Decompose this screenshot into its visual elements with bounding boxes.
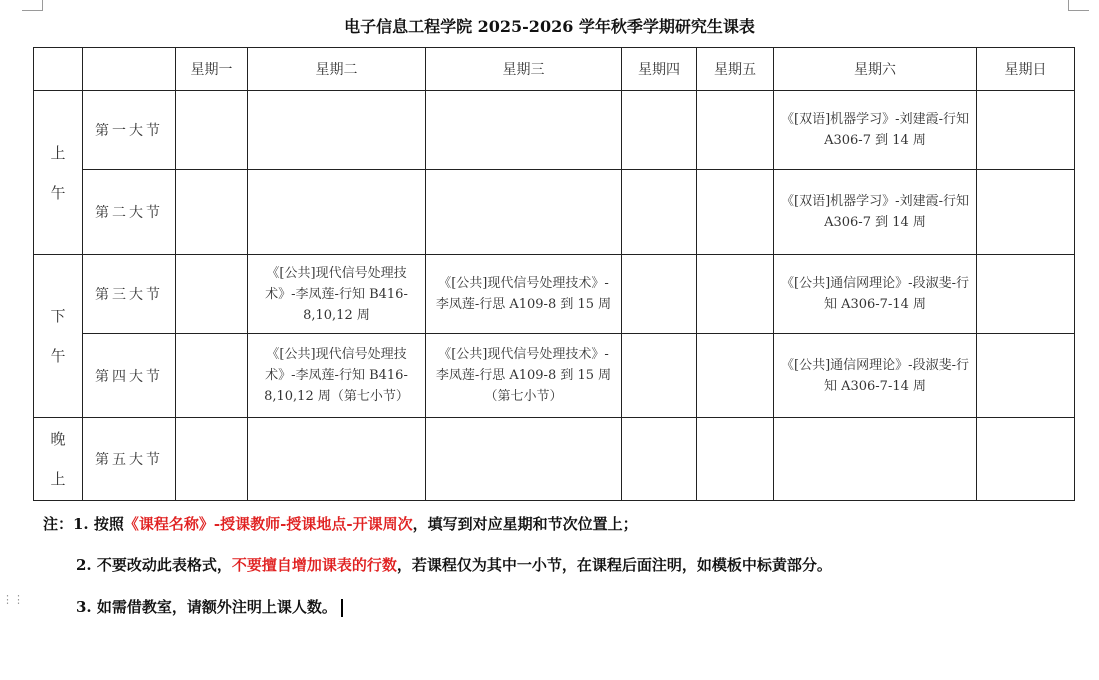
cell-p4-sun[interactable] [977, 334, 1075, 418]
table-row [34, 418, 1075, 501]
cell-p3-mon[interactable] [176, 255, 248, 334]
period-label-1: 第一大节 [83, 91, 176, 170]
course-entry: 《[公共]通信网理论》-段淑斐-行知 A306-7-14 周 [781, 276, 969, 312]
cell-p1-fri[interactable] [697, 91, 774, 170]
period-label-3: 第三大节 [83, 255, 176, 334]
course-entry: 《[公共]现代信号处理技术》-李凤莲-行思 A109-8 到 15 周（第七小节） [435, 347, 612, 404]
course-entry: 《[双语]机器学习》-刘建霞-行知 A306-7 到 14 周 [781, 194, 969, 230]
cell-p1-sat[interactable] [774, 91, 977, 170]
corner-cell [34, 48, 83, 91]
day-header-fri: 星期五 [697, 48, 774, 91]
cell-p1-thu[interactable] [622, 91, 697, 170]
schedule-table [33, 47, 1075, 501]
cell-p2-fri[interactable] [697, 170, 774, 255]
cell-p3-fri[interactable] [697, 255, 774, 334]
table-row [34, 170, 1075, 255]
day-header-mon: 星期一 [176, 48, 248, 91]
cell-p4-tue[interactable] [248, 334, 426, 418]
note-1-suffix: ，填写到对应星期和节次位置上； [412, 515, 638, 533]
note-2 [76, 554, 832, 575]
cell-p5-sat[interactable] [774, 418, 977, 501]
cell-p2-wed[interactable] [426, 170, 622, 255]
corner-cell [83, 48, 176, 91]
cell-p5-mon[interactable] [176, 418, 248, 501]
cell-p4-sat[interactable] [774, 334, 977, 418]
cell-p3-tue[interactable] [248, 255, 426, 334]
cell-p5-tue[interactable] [248, 418, 426, 501]
cell-p3-wed[interactable] [426, 255, 622, 334]
cell-p5-fri[interactable] [697, 418, 774, 501]
note-3-text: 3. 如需借教室，请额外注明上课人数。 [76, 598, 337, 616]
cell-p1-tue[interactable] [248, 91, 426, 170]
segment-afternoon: 下午 [34, 255, 83, 418]
note-1-highlight: 《课程名称》-授课教师-授课地点-开课周次 [123, 515, 413, 533]
cell-p3-sun[interactable] [977, 255, 1075, 334]
course-entry: 《[公共]现代信号处理技术》-李凤莲-行知 B416-8,10,12 周 [265, 265, 408, 323]
cell-p4-thu[interactable] [622, 334, 697, 418]
course-entry: 《[公共]通信网理论》-段淑斐-行知 A306-7-14 周 [781, 357, 969, 394]
note-2-highlight: 不要擅自增加课表的行数 [231, 556, 397, 574]
text-cursor [341, 599, 343, 617]
note-3[interactable] [76, 596, 343, 617]
cell-p5-thu[interactable] [622, 418, 697, 501]
cell-p5-sun[interactable] [977, 418, 1075, 501]
cell-p3-thu[interactable] [622, 255, 697, 334]
day-header-sat: 星期六 [774, 48, 977, 91]
course-entry: 《[公共]现代信号处理技术》-李凤莲-行思 A109-8 到 15 周 [435, 276, 612, 312]
period-label-5: 第五大节 [83, 418, 176, 501]
note-1-prefix: 注：1. 按照 [43, 515, 124, 533]
note-2-suffix: ，若课程仅为其中一小节，在课程后面注明，如模板中标黄部分。 [396, 556, 832, 574]
cell-p2-sun[interactable] [977, 170, 1075, 255]
table-row [34, 334, 1075, 418]
period-label-2: 第二大节 [83, 170, 176, 255]
course-entry: 《[双语]机器学习》-刘建霞-行知 A306-7 到 14 周 [781, 112, 969, 148]
header-row [34, 48, 1075, 91]
page-corner-mark-right [1068, 0, 1089, 11]
table-row [34, 91, 1075, 170]
day-header-tue: 星期二 [248, 48, 426, 91]
cell-p2-sat[interactable] [774, 170, 977, 255]
cell-p1-sun[interactable] [977, 91, 1075, 170]
cell-p2-tue[interactable] [248, 170, 426, 255]
note-1 [43, 513, 638, 534]
cell-p4-mon[interactable] [176, 334, 248, 418]
table-row [34, 255, 1075, 334]
day-header-sun: 星期日 [977, 48, 1075, 91]
document-title: 电子信息工程学院 2025-2026 学年秋季学期研究生课表 [344, 17, 755, 36]
cell-p3-sat[interactable] [774, 255, 977, 334]
day-header-thu: 星期四 [622, 48, 697, 91]
segment-evening: 晚上 [34, 418, 83, 501]
period-label-4: 第四大节 [83, 334, 176, 418]
cell-p2-thu[interactable] [622, 170, 697, 255]
cell-p1-wed[interactable] [426, 91, 622, 170]
cell-p4-fri[interactable] [697, 334, 774, 418]
cell-p5-wed[interactable] [426, 418, 622, 501]
cell-p4-wed[interactable] [426, 334, 622, 418]
course-entry: 《[公共]现代信号处理技术》-李凤莲-行知 B416-8,10,12 周（第七小节） [264, 347, 409, 404]
page-corner-mark-left [22, 0, 43, 11]
note-2-prefix: 2. 不要改动此表格式， [76, 556, 232, 574]
segment-morning: 上午 [34, 91, 83, 255]
drag-handle-icon[interactable]: ⋮⋮ [2, 593, 24, 606]
day-header-wed: 星期三 [426, 48, 622, 91]
cell-p1-mon[interactable] [176, 91, 248, 170]
cell-p2-mon[interactable] [176, 170, 248, 255]
